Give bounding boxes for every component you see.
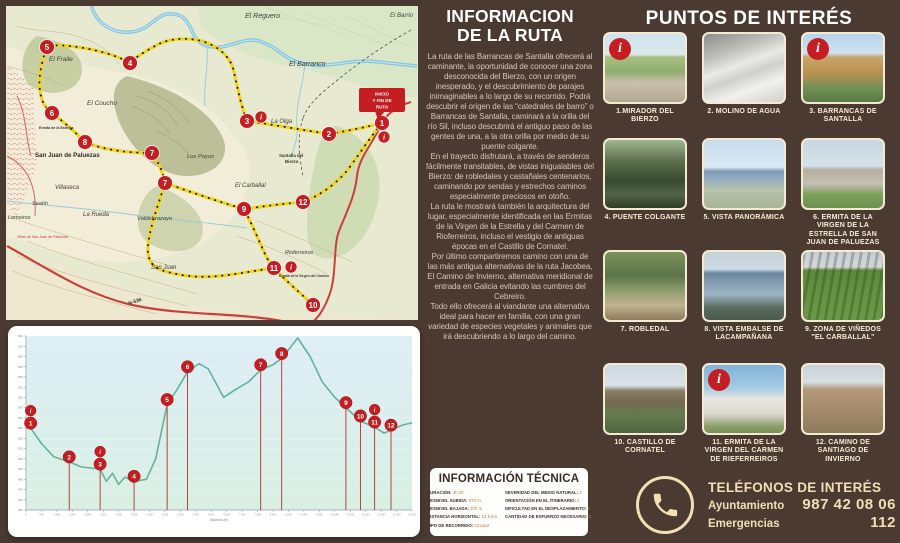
chart-y-tick: 560 xyxy=(17,395,23,400)
chart-x-tick: 5.500 xyxy=(192,513,200,517)
map-waypoint-number: 8 xyxy=(82,137,88,147)
map-waypoint-number: 6 xyxy=(49,108,55,118)
chart-y-tick: 510 xyxy=(17,446,23,451)
tech-row xyxy=(427,505,497,513)
chart-y-tick: 530 xyxy=(17,426,23,431)
map-label: Lomeiros xyxy=(8,215,31,221)
map-label: La Rueda xyxy=(83,212,110,218)
map-waypoint-number: 12 xyxy=(298,197,308,207)
info-icon: i xyxy=(382,132,386,142)
chart-x-tick: 9.500 xyxy=(316,513,323,517)
chart-x-tick: 1.500 xyxy=(69,513,76,517)
info-icon: i xyxy=(807,38,829,60)
topographic-map xyxy=(6,6,418,320)
map-label: Santalla del xyxy=(279,153,304,158)
chart-waypoint-number: 10 xyxy=(356,413,365,421)
tech-label: DIFICULTAD EN EL DESPLAZAMIENTO: xyxy=(504,506,588,512)
poi-caption: 1.MIRADOR DEL BIERZO xyxy=(616,108,674,124)
route-paragraph: La ruta le mostrará también la arquitectura del lugar, especialmente identificada en las Ermitas de la Virgen de la Estrella y del Carmen de Rioferreiros, incluso el vestigio de antiguas épocas en el Castillo de Cornatel. xyxy=(427,201,593,251)
poi-cell-3 xyxy=(800,32,886,138)
map-label: N-536 xyxy=(127,296,143,307)
map-label: Ermita de la Estrella xyxy=(39,126,74,130)
tech-value: 4h 30' xyxy=(452,490,465,495)
chart-x-tick: 11.500 xyxy=(377,513,385,517)
tech-row xyxy=(427,489,497,497)
tech-row xyxy=(505,497,591,505)
poi-photo-embalse-lacampanana xyxy=(702,250,786,322)
tech-label: SEVERIDAD DEL MEDIO NATURAL: xyxy=(504,490,580,495)
map-label: El Barranco xyxy=(289,61,326,68)
poi-photo-vinedos-el-carballal xyxy=(801,250,885,322)
tech-row xyxy=(505,513,591,521)
chart-x-tick: 12.500 xyxy=(408,513,416,517)
technical-info-title: INFORMACIÓN TÉCNICA xyxy=(438,473,580,485)
map-label: Villaseca xyxy=(55,185,79,191)
map-waypoint-number: 7 xyxy=(149,148,155,158)
tech-row xyxy=(427,522,497,530)
chart-y-tick: 450 xyxy=(17,508,23,513)
info-icon: i xyxy=(373,407,376,414)
chart-x-tick: 2.500 xyxy=(99,513,107,517)
map-label: Viñas de San Juan de Paluezas xyxy=(17,235,68,239)
info-icon: i xyxy=(708,369,730,391)
tech-row xyxy=(427,513,497,521)
chart-y-tick: 590 xyxy=(17,364,23,369)
tech-label: DESNIVEL BAJADA: xyxy=(427,506,471,512)
phone-label: Ayuntamiento xyxy=(708,499,785,512)
tech-value: 370 m xyxy=(468,498,481,504)
phone-number: 987 42 08 06 xyxy=(802,495,896,513)
poi-cell-9 xyxy=(800,250,886,363)
phones-title: TELÉFONOS DE INTERÉS xyxy=(708,479,882,495)
tech-row xyxy=(505,505,591,513)
route-info-panel xyxy=(424,0,596,543)
map-label: San Juan xyxy=(151,265,177,271)
tech-row xyxy=(427,497,497,505)
poi-caption: 6. ERMITA DE LA VIRGEN DE LA ESTRELLA DE SAN JUAN DE PALUEZAS xyxy=(806,214,880,246)
poi-cell-8 xyxy=(701,250,787,363)
route-paragraph: En el trayecto disfrutará, a través de senderos fácilmente transitables, de vistas inigualables del Bierzo: de robledales y castañales centenarios, caminando por sendas y estrechos caminos especialmente preciosos en otoño. xyxy=(426,151,594,201)
poi-grid xyxy=(602,32,900,473)
chart-x-tick: 1.000 xyxy=(53,513,61,517)
tech-value: 2 xyxy=(577,498,580,504)
poi-cell-4 xyxy=(602,138,688,250)
tech-label: DESNIVEL SUBIDA: xyxy=(427,498,469,504)
tech-row xyxy=(505,489,591,497)
map-label: Bierzo xyxy=(285,159,299,164)
tech-value: 370 m xyxy=(470,506,483,512)
tech-value: Circular xyxy=(474,522,490,528)
map-waypoint-number: 1 xyxy=(379,118,385,128)
chart-x-tick: 10.000 xyxy=(330,513,339,517)
chart-x-tick: 3.500 xyxy=(130,513,138,517)
poi-caption: 10. CASTILLO DE CORNATEL xyxy=(614,439,676,455)
route-info-title xyxy=(424,7,596,46)
poi-photo-robledal xyxy=(603,250,687,322)
chart-y-tick: 600 xyxy=(17,354,23,359)
map-label: La Olga xyxy=(271,119,293,125)
poi-photo-barrancas-de-santalla xyxy=(801,32,885,104)
start-flag-line1: INICIO xyxy=(374,91,390,97)
tech-label: ORIENTACIÓN EN EL ITINERARIO: xyxy=(504,498,578,504)
chart-y-tick: 460 xyxy=(17,497,23,502)
map-label: El Carballal xyxy=(235,183,266,189)
map-waypoint-number: 5 xyxy=(44,42,50,52)
poi-photo-mirador-del-bierzo xyxy=(603,32,687,104)
technical-info-right-column xyxy=(505,489,591,530)
poi-photo-vista-panoramica xyxy=(702,138,786,210)
chart-x-tick: 8.000 xyxy=(269,513,277,517)
chart-y-tick: 500 xyxy=(17,456,23,461)
route-paragraph: Todo ello ofrecerá al viandante una alternativa ideal para hacer en familia, con una gran variedad de especies vegetales y animales que irá descubriendo a lo largo del camino. xyxy=(428,301,592,341)
map-waypoint-number: 4 xyxy=(127,58,133,68)
poi-caption: 4. PUENTE COLGANTE xyxy=(604,214,686,221)
chart-y-tick: 520 xyxy=(17,436,23,441)
poi-caption: 2. MOLINO DE AGUA xyxy=(707,108,781,115)
map-waypoint-number: 11 xyxy=(269,263,279,273)
map-label: El Reguero xyxy=(245,13,281,20)
route-info-title-line1: INFORMACION xyxy=(446,6,574,26)
chart-y-tick: 620 xyxy=(17,334,23,339)
tech-value: 2 xyxy=(587,506,590,512)
technical-info-left-column xyxy=(427,489,497,530)
technical-info-box xyxy=(427,468,591,536)
poi-photo-molino-de-agua xyxy=(702,32,786,104)
route-info-title-line2: DE LA RUTA xyxy=(456,25,564,46)
map-label: Seatín xyxy=(32,201,48,207)
info-icon: i xyxy=(99,449,101,456)
info-icon: i xyxy=(29,408,32,415)
chart-x-tick: 7.000 xyxy=(238,513,246,517)
poi-title: PUNTOS DE INTERÉS xyxy=(645,8,853,29)
chart-y-tick: 550 xyxy=(17,405,23,410)
chart-waypoint-number: 6 xyxy=(185,364,190,372)
map-waypoint-number: 7 xyxy=(162,178,168,188)
chart-waypoint-number: 7 xyxy=(258,362,263,370)
chart-waypoint-number: 9 xyxy=(344,400,348,408)
phone-row xyxy=(708,514,896,531)
chart-waypoint-number: 1 xyxy=(28,420,33,428)
tech-value: 3 xyxy=(588,514,591,520)
poi-cell-10 xyxy=(602,363,688,473)
tech-label: TIPO DE RECORRIDO: xyxy=(427,522,475,528)
tech-label: CANTIDAD DE ESFUERZO NECESARIO: xyxy=(504,514,589,520)
start-flag-line3: RUTA xyxy=(375,104,389,110)
route-paragraph: Por último compartiremos camino con una de las más antigua alternativas de la ruta Jacobea, El Camino de Invierno, alternativa meridional de entrada en Galicia evitando las cumbres del Cebreiro. xyxy=(427,251,593,301)
info-icon: i xyxy=(259,112,263,122)
poi-caption: 8. VISTA EMBALSE DE LACAMPAÑANA xyxy=(704,326,784,342)
chart-waypoint-number: 12 xyxy=(387,422,395,430)
start-flag-line2: Y FIN DE xyxy=(372,98,392,103)
map-graphic xyxy=(6,6,418,320)
chart-waypoint-number: 3 xyxy=(98,461,102,469)
chart-x-tick: 0 xyxy=(25,513,27,517)
poi-caption: 7. ROBLEDAL xyxy=(620,326,670,333)
poi-photo-ermita-del-carmen xyxy=(702,363,786,435)
map-label: El Coucho xyxy=(87,100,117,107)
poi-cell-5 xyxy=(701,138,787,250)
phone-row xyxy=(708,496,896,513)
chart-x-tick: 5.000 xyxy=(177,513,184,517)
map-waypoint-number: 9 xyxy=(241,204,247,214)
map-label: El Fraile xyxy=(49,56,73,63)
poi-caption: 5. VISTA PANORÁMICA xyxy=(703,214,785,221)
chart-y-tick: 580 xyxy=(17,375,23,380)
tech-value: 2 xyxy=(579,490,582,495)
poi-cell-1 xyxy=(602,32,688,138)
poi-cell-2 xyxy=(701,32,787,138)
chart-x-tick: 6.500 xyxy=(223,513,230,517)
poi-caption: 11. ERMITA DE LA VIRGEN DEL CARMEN DE RIEFERREIROS xyxy=(704,439,784,463)
map-waypoint-number: 2 xyxy=(326,129,332,139)
poi-caption: 9. ZONA DE VIÑEDOS "EL CARBALLAL" xyxy=(804,326,882,342)
chart-y-tick: 570 xyxy=(17,385,23,390)
chart-x-tick: 3.000 xyxy=(115,513,122,517)
chart-x-tick: 500 xyxy=(39,513,44,517)
tech-label: DISTANCIA HORIZONTAL: xyxy=(427,514,482,520)
elevation-profile-chart xyxy=(8,326,420,537)
map-label: Rioferreiros xyxy=(285,250,314,256)
tech-label: DURACIÓN: xyxy=(427,490,453,495)
tech-value: 12,5 km xyxy=(481,514,497,520)
phone-icon xyxy=(636,476,694,534)
poi-cell-12 xyxy=(800,363,886,473)
map-label: Valdebrazayo xyxy=(137,216,173,222)
chart-x-tick: 2.000 xyxy=(84,513,92,517)
map-waypoint-number: 3 xyxy=(244,116,250,126)
info-icon: i xyxy=(609,38,631,60)
chart-y-tick: 540 xyxy=(17,415,23,420)
route-info-body xyxy=(426,52,594,342)
chart-x-tick: 11.000 xyxy=(361,513,370,517)
chart-y-tick: 610 xyxy=(17,344,23,349)
map-label: Los Poyos xyxy=(187,154,215,160)
poi-caption: 12. CAMINO DE SANTIAGO DE INVIERNO xyxy=(815,439,871,463)
chart-y-tick: 470 xyxy=(17,487,23,492)
chart-y-tick: 480 xyxy=(17,477,23,482)
map-label: El Barrio xyxy=(390,13,414,19)
poi-cell-11 xyxy=(701,363,787,473)
poi-cell-6 xyxy=(800,138,886,250)
phone-number: 112 xyxy=(870,513,896,531)
poi-cell-7 xyxy=(602,250,688,363)
map-label: San Juan de Paluezas xyxy=(35,152,100,159)
chart-x-tick: 4.500 xyxy=(161,513,169,517)
chart-waypoint-number: 8 xyxy=(279,350,284,358)
chart-x-axis-label: Distancia (m) xyxy=(209,518,229,522)
route-paragraph: La ruta de las Barrancas de Santalla ofrecerá al caminante, la oportunidad de conocer una zona desconocida del Bierzo, con un origen inesperado, y el descubrimiento de parajes inimaginables a lo largo de su recorrido. Podrá descubrir el origen de las “catedrales de barro” o Barrancas de Santalla, caminará a la orilla del río Sil, incluso descubrirá el antiguo paso de las gentes de una, a la otra orilla por medio de su puente colgante. xyxy=(426,51,594,151)
info-icon: i xyxy=(289,262,293,272)
chart-x-tick: 4.000 xyxy=(146,513,153,517)
chart-waypoint-number: 11 xyxy=(371,419,379,427)
chart-x-tick: 7.500 xyxy=(254,513,261,517)
chart-x-tick: 6.000 xyxy=(208,513,215,517)
poi-photo-ermita-estrella xyxy=(801,138,885,210)
chart-x-tick: 10.500 xyxy=(346,513,355,517)
chart-x-tick: 12.000 xyxy=(392,513,401,517)
chart-plot-area xyxy=(26,336,412,510)
chart-x-tick: 9.000 xyxy=(300,513,308,517)
phone-label: Emergencias xyxy=(708,517,780,530)
map-label: Ermita de la Virgen del Carmen xyxy=(279,274,330,278)
chart-waypoint-number: 4 xyxy=(132,473,136,481)
poi-caption: 3. BARRANCAS DE SANTALLA xyxy=(809,108,877,124)
chart-x-tick: 8.500 xyxy=(285,513,292,517)
poi-photo-camino-de-invierno xyxy=(801,363,885,435)
poi-photo-castillo-de-cornatel xyxy=(603,363,687,435)
chart-y-tick: 490 xyxy=(17,467,23,472)
phones-section xyxy=(636,476,896,534)
chart-waypoint-number: 5 xyxy=(165,396,169,404)
poi-photo-puente-colgante xyxy=(603,138,687,210)
chart-waypoint-number: 2 xyxy=(67,454,72,462)
map-waypoint-number: 10 xyxy=(308,300,318,310)
